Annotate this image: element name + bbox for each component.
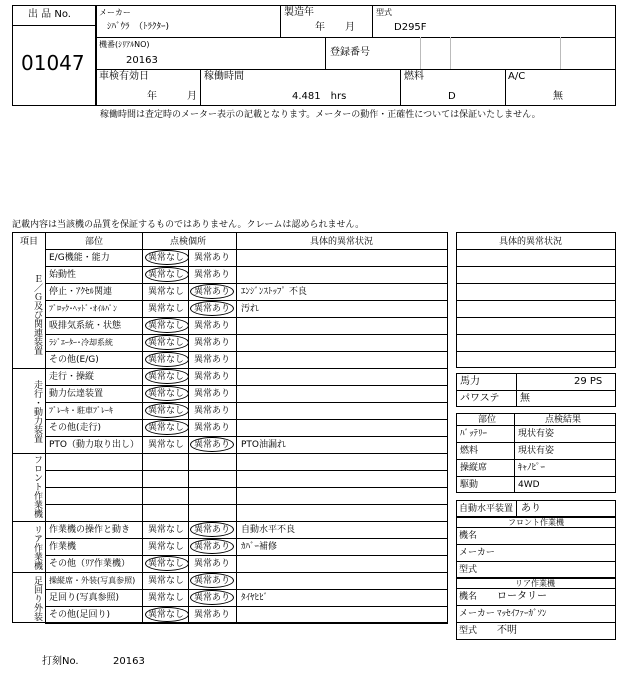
check-part: 操縦席 bbox=[460, 463, 488, 473]
abnormal-circle-mark bbox=[190, 284, 234, 299]
power-steering-label: パワステ bbox=[460, 393, 500, 404]
auto-level-label: 自動水平装置 bbox=[459, 504, 514, 514]
normal-circle-mark bbox=[145, 420, 189, 435]
abnormal-circle-mark bbox=[190, 539, 234, 554]
ac-label: A/C bbox=[508, 71, 526, 82]
lot-number: 01047 bbox=[21, 51, 85, 75]
maker-value: ｼﾊﾞｳﾗ （ﾄﾗｸﾀｰ) bbox=[107, 22, 170, 32]
power-steering-value: 無 bbox=[520, 393, 530, 404]
abnormal-option: 異常あり bbox=[194, 525, 231, 535]
row-detail: 自動水平不良 bbox=[241, 525, 296, 535]
row-part: 始動性 bbox=[49, 270, 77, 280]
col-part-header: 部位 bbox=[85, 237, 104, 247]
registration-label: 登録番号 bbox=[330, 47, 370, 58]
check-result: 4WD bbox=[518, 480, 540, 490]
year-value: 年 月 bbox=[315, 22, 355, 33]
abnormal-option: 異常あり bbox=[194, 338, 231, 348]
check-result-header: 点検結果 bbox=[545, 415, 582, 425]
normal-circle-mark bbox=[145, 250, 189, 265]
abnormal-circle-mark bbox=[190, 573, 234, 588]
front-model-label: 型式 bbox=[459, 565, 478, 575]
normal-option: 異常なし bbox=[148, 355, 185, 365]
row-detail: ｶﾊﾞｰ補修 bbox=[241, 542, 278, 552]
normal-option: 異常なし bbox=[148, 270, 185, 280]
abnormal-option: 異常あり bbox=[194, 593, 231, 603]
group-label-engine: Ｅ／Ｇ及び関連装置 bbox=[32, 273, 42, 355]
abnormal-option: 異常あり bbox=[194, 406, 231, 416]
row-part: ﾌﾞﾚｰｷ・駐車ﾌﾞﾚｰｷ bbox=[49, 406, 113, 415]
abnormal-option: 異常あり bbox=[194, 542, 231, 552]
abnormal-option: 異常あり bbox=[194, 372, 231, 382]
model-label: 型式 bbox=[376, 8, 392, 17]
group-label-rear: リア作業機 bbox=[32, 524, 42, 570]
model-value: D295F bbox=[394, 22, 427, 33]
abnormal-option: 異常あり bbox=[194, 304, 231, 314]
abnormal-option: 異常あり bbox=[194, 610, 231, 620]
normal-option: 異常なし bbox=[148, 338, 185, 348]
ac-value: 無 bbox=[553, 91, 563, 102]
normal-option: 異常なし bbox=[148, 423, 185, 433]
fuel-label: 燃料 bbox=[404, 71, 424, 82]
check-result: 現状有姿 bbox=[518, 429, 555, 439]
row-part: 吸排気系統・状態 bbox=[49, 321, 122, 331]
row-part: その他（ﾘｱ作業機） bbox=[49, 559, 131, 569]
hp-label: 馬力 bbox=[460, 376, 480, 387]
row-detail: PTO油漏れ bbox=[241, 440, 287, 450]
col-item-header: 項目 bbox=[20, 237, 39, 247]
fuel-value: D bbox=[448, 91, 456, 102]
normal-option: 異常なし bbox=[148, 440, 185, 450]
normal-option: 異常なし bbox=[148, 372, 185, 382]
abnormal-option: 異常あり bbox=[194, 321, 231, 331]
normal-option: 異常なし bbox=[148, 525, 185, 535]
normal-option: 異常なし bbox=[148, 576, 185, 586]
check-part-header: 部位 bbox=[478, 415, 497, 425]
hours-note: 稼働時間は査定時のメーター表示の記載となります。メーターの動作・正確性については保証いたしません。 bbox=[100, 110, 541, 120]
col-detail-header: 具体的異常状況 bbox=[310, 237, 374, 247]
abnormal-option: 異常あり bbox=[194, 576, 231, 586]
rear-name-value: ロータリー bbox=[497, 591, 547, 602]
abnormal-option: 異常あり bbox=[194, 355, 231, 365]
abnormal-circle-mark bbox=[190, 301, 234, 316]
normal-circle-mark bbox=[145, 556, 189, 571]
normal-option: 異常なし bbox=[148, 389, 185, 399]
abnormal-circle-mark bbox=[190, 522, 234, 537]
abnormal-option: 異常あり bbox=[194, 440, 231, 450]
rear-attachment-title: リア作業機 bbox=[515, 579, 555, 588]
rear-model-label: 型式 bbox=[459, 626, 478, 636]
abnormal-option: 異常あり bbox=[194, 287, 231, 297]
col-check-header: 点検個所 bbox=[170, 237, 207, 247]
normal-option: 異常なし bbox=[148, 610, 185, 620]
row-detail: ｴﾝｼﾞﾝｽﾄｯﾌﾟ 不良 bbox=[241, 287, 307, 297]
front-attachment-title: フロント作業機 bbox=[508, 518, 564, 527]
front-maker-label: メーカー bbox=[459, 548, 495, 558]
normal-circle-mark bbox=[145, 267, 189, 282]
lot-label: 出 品 No. bbox=[28, 9, 71, 20]
normal-circle-mark bbox=[145, 386, 189, 401]
abnormal-option: 異常あり bbox=[194, 423, 231, 433]
abnormal-option: 異常あり bbox=[194, 253, 231, 263]
normal-option: 異常なし bbox=[148, 559, 185, 569]
normal-circle-mark bbox=[145, 403, 189, 418]
row-part: 操縦席・外装(写真参照) bbox=[49, 576, 136, 585]
stamp-label: 打刻No. bbox=[42, 656, 79, 667]
group-label-drive: 走行・動力装置 bbox=[32, 380, 42, 443]
normal-option: 異常なし bbox=[148, 287, 185, 297]
normal-circle-mark bbox=[145, 318, 189, 333]
row-part: 作業機 bbox=[49, 542, 77, 552]
hp-value: 29 PS bbox=[574, 376, 603, 387]
check-part: 駆動 bbox=[460, 480, 479, 490]
auto-level-value: あり bbox=[521, 503, 541, 514]
normal-option: 異常なし bbox=[148, 304, 185, 314]
normal-option: 異常なし bbox=[148, 406, 185, 416]
row-part: PTO（動力取り出し） bbox=[49, 440, 140, 450]
row-part: E/G機能・能力 bbox=[49, 253, 110, 263]
row-part: その他(足回り) bbox=[49, 610, 111, 620]
row-part: 作業機の操作と動き bbox=[49, 525, 131, 535]
abnormal-option: 異常あり bbox=[194, 559, 231, 569]
normal-option: 異常なし bbox=[148, 542, 185, 552]
abnormal-option: 異常あり bbox=[194, 270, 231, 280]
rear-model-value: 不明 bbox=[497, 625, 517, 636]
group-label-front: フロント作業機 bbox=[32, 454, 42, 518]
normal-circle-mark bbox=[145, 335, 189, 350]
abnormal-circle-mark bbox=[190, 437, 234, 452]
check-part: 燃料 bbox=[460, 446, 479, 456]
maker-label: メーカー bbox=[99, 8, 131, 17]
hours-label: 稼働時間 bbox=[204, 71, 244, 82]
row-part: 停止・ｱｸｾﾙ関連 bbox=[49, 287, 113, 297]
row-part: その他(走行) bbox=[49, 423, 102, 433]
check-result: ｷｬﾉﾋﾟｰ bbox=[518, 463, 546, 473]
serial-label: 機番(ｼﾘｱﾙNO) bbox=[99, 40, 150, 49]
abnormal-circle-mark bbox=[190, 590, 234, 605]
row-part: 動力伝達装置 bbox=[49, 389, 104, 399]
normal-option: 異常なし bbox=[148, 321, 185, 331]
abnormal-option: 異常あり bbox=[194, 389, 231, 399]
disclaimer: 記載内容は当該機の品質を保証するものではありません。クレームは認められません。 bbox=[12, 220, 365, 230]
normal-option: 異常なし bbox=[148, 253, 185, 263]
row-part: 足回り(写真参照) bbox=[49, 593, 120, 603]
normal-circle-mark bbox=[145, 607, 189, 622]
serial-value: 20163 bbox=[126, 55, 158, 66]
header-divider bbox=[45, 249, 448, 250]
normal-circle-mark bbox=[145, 352, 189, 367]
hours-value: 4.481 hrs bbox=[292, 91, 347, 102]
front-name-label: 機名 bbox=[459, 531, 478, 541]
check-result: 現状有姿 bbox=[518, 446, 555, 456]
stamp-value: 20163 bbox=[113, 656, 145, 667]
inspection-label: 車検有効日 bbox=[99, 71, 149, 82]
rear-maker-label: メーカー bbox=[459, 609, 495, 619]
detail-box-title: 具体的異常状況 bbox=[499, 237, 563, 247]
row-detail: ﾀｲﾔﾋﾋﾞ bbox=[241, 593, 269, 603]
year-label: 製造年 bbox=[284, 7, 314, 18]
normal-circle-mark bbox=[145, 369, 189, 384]
inspection-value: 年 月 bbox=[147, 91, 197, 102]
row-part: 走行・操縦 bbox=[49, 372, 95, 382]
group-label-exterior: 足回り外装 bbox=[32, 575, 42, 621]
check-part: ﾊﾞｯﾃﾘｰ bbox=[460, 429, 488, 439]
rear-maker-value: ﾏｯｾｲﾌｧｰｶﾞｿﾝ bbox=[497, 609, 547, 619]
row-detail: 汚れ bbox=[241, 304, 260, 314]
row-part: ﾌﾞﾛｯｸ･ﾍｯﾄﾞ･ｵｲﾙﾊﾟﾝ bbox=[49, 304, 117, 313]
row-part: ﾗｼﾞｴｰﾀｰ･冷却系統 bbox=[49, 338, 113, 347]
normal-option: 異常なし bbox=[148, 593, 185, 603]
row-part: その他(E/G) bbox=[49, 355, 99, 365]
rear-name-label: 機名 bbox=[459, 592, 478, 602]
